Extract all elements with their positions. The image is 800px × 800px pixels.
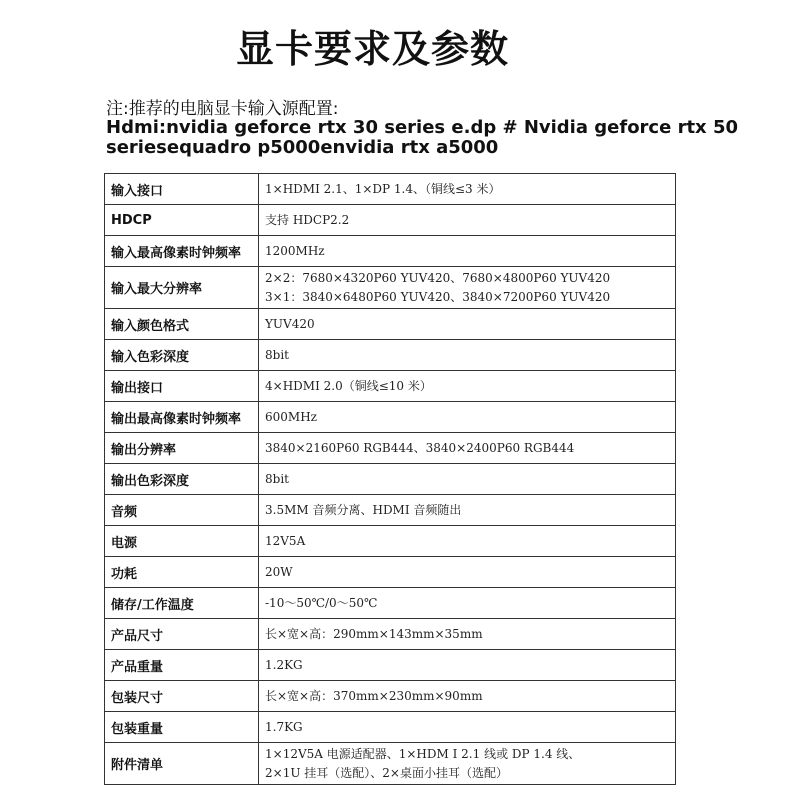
row-label: 储存/工作温度 [105, 588, 259, 619]
value-line: 1200MHz [265, 243, 325, 258]
value-line: 4×HDMI 2.0（铜线≤10 米） [265, 378, 432, 393]
row-value [259, 174, 676, 205]
row-value [259, 743, 676, 785]
value-line: -10～50℃/0～50℃ [265, 595, 378, 610]
table-row [105, 650, 676, 681]
table-row [105, 495, 676, 526]
row-label: 输入颜色格式 [105, 309, 259, 340]
value-line: 3.5MM 音频分离、HDMI 音频随出 [265, 502, 462, 517]
value-line: 8bit [265, 347, 289, 362]
row-value [259, 236, 676, 267]
table-row [105, 712, 676, 743]
row-label: 包装尺寸 [105, 681, 259, 712]
row-value [259, 267, 676, 309]
row-value [259, 619, 676, 650]
table-row [105, 267, 676, 309]
value-line: 2×1U 挂耳（选配）、2×桌面小挂耳（选配） [265, 765, 508, 780]
row-label: 产品重量 [105, 650, 259, 681]
value-line: 2×2：7680×4320P60 YUV420、7680×4800P60 YUV420 [265, 270, 611, 285]
row-value [259, 681, 676, 712]
row-value [259, 495, 676, 526]
row-value [259, 650, 676, 681]
value-line: 600MHz [265, 409, 317, 424]
value-line: 支持 HDCP2.2 [265, 212, 350, 227]
row-label: 音频 [105, 495, 259, 526]
table-row [105, 588, 676, 619]
row-value [259, 464, 676, 495]
table-row [105, 340, 676, 371]
row-label: 附件清单 [105, 743, 259, 785]
table-row [105, 557, 676, 588]
row-label: 功耗 [105, 557, 259, 588]
row-value [259, 205, 676, 236]
row-value [259, 371, 676, 402]
table-row [105, 464, 676, 495]
row-value [259, 557, 676, 588]
table-row [105, 681, 676, 712]
table-row [105, 619, 676, 650]
row-label: HDCP [105, 205, 259, 236]
value-line: 12V5A [265, 533, 306, 548]
row-label: 输入色彩深度 [105, 340, 259, 371]
value-line: 3×1：3840×6480P60 YUV420、3840×7200P60 YUV420 [265, 289, 611, 304]
spec-table-body [105, 174, 676, 785]
table-row [105, 433, 676, 464]
row-label: 产品尺寸 [105, 619, 259, 650]
row-label: 输入最高像素时钟频率 [105, 236, 259, 267]
value-line: 1×HDMI 2.1、1×DP 1.4、（铜线≤3 米） [265, 181, 501, 196]
row-label: 输出最高像素时钟频率 [105, 402, 259, 433]
row-value [259, 402, 676, 433]
table-row [105, 205, 676, 236]
recommendation-note: 注:推荐的电脑显卡输入源配置: [106, 99, 339, 119]
row-label: 输出接口 [105, 371, 259, 402]
row-label: 电源 [105, 526, 259, 557]
value-line: 1×12V5A 电源适配器、1×HDM I 2.1 线或 DP 1.4 线、 [265, 746, 581, 761]
table-row [105, 743, 676, 785]
value-line: 8bit [265, 471, 289, 486]
row-label: 输入最大分辨率 [105, 267, 259, 309]
table-row [105, 402, 676, 433]
value-line: 20W [265, 564, 293, 579]
row-label: 包装重量 [105, 712, 259, 743]
value-line: 长×宽×高：370mm×230mm×90mm [265, 688, 483, 703]
value-line: 1.7KG [265, 719, 303, 734]
value-line: 1.2KG [265, 657, 303, 672]
table-row [105, 371, 676, 402]
row-value [259, 433, 676, 464]
table-row [105, 236, 676, 267]
row-value [259, 712, 676, 743]
value-line: 3840×2160P60 RGB444、3840×2400P60 RGB444 [265, 440, 575, 455]
gpu-recommendation-text: Hdmi:nvidia geforce rtx 30 series e.dp # Nvidia geforce rtx 50 seriesequadro p5000envidia rtx a5000 [106, 117, 738, 158]
row-label: 输入接口 [105, 174, 259, 205]
row-label: 输出分辨率 [105, 433, 259, 464]
row-value [259, 588, 676, 619]
row-value [259, 526, 676, 557]
table-row [105, 309, 676, 340]
row-label: 输出色彩深度 [105, 464, 259, 495]
spec-table [104, 173, 676, 785]
row-value [259, 340, 676, 371]
page-title: 显卡要求及参数 [235, 27, 509, 71]
table-row [105, 526, 676, 557]
row-value [259, 309, 676, 340]
value-line: YUV420 [265, 316, 315, 331]
table-row [105, 174, 676, 205]
value-line: 长×宽×高：290mm×143mm×35mm [265, 626, 483, 641]
